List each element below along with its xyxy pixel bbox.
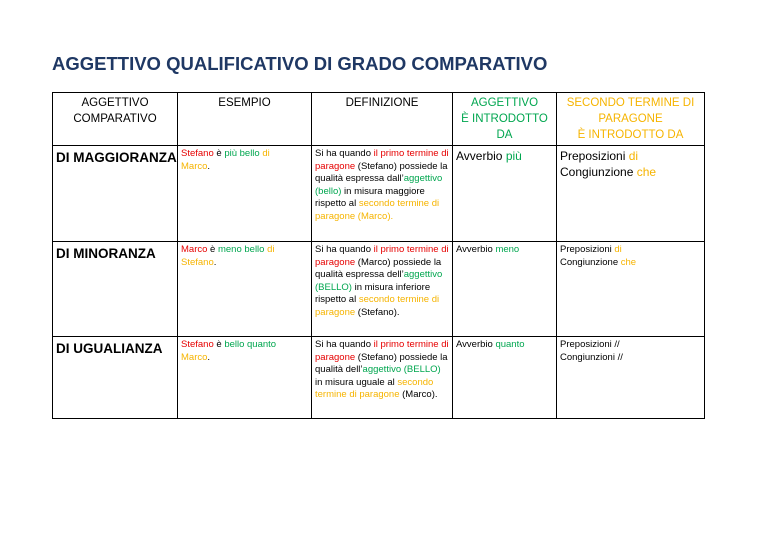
row-definition xyxy=(312,337,453,419)
definition-second-term: secondo termine di paragone xyxy=(315,294,440,318)
second-label: Congiunzioni // xyxy=(560,351,623,363)
row-definition xyxy=(312,146,453,242)
example-connector: di xyxy=(264,244,275,255)
example-end: . xyxy=(207,351,211,363)
example-end: . xyxy=(213,256,217,268)
header-esempio: ESEMPIO xyxy=(178,93,312,146)
header-definizione: DEFINIZIONE xyxy=(312,93,453,146)
example-end: . xyxy=(207,160,211,172)
definition-first-term: il primo termine di paragone xyxy=(315,339,449,363)
row-second-term xyxy=(557,242,705,337)
example-adjective: bello quanto xyxy=(224,339,277,350)
definition-text: in misura maggiore rispetto al xyxy=(315,185,425,210)
second-label: Preposizioni // xyxy=(560,339,620,350)
definition-text: (Stefano) possiede la qualità dell’ xyxy=(315,351,448,376)
header-secondo-termine xyxy=(557,93,705,146)
example-adjective: meno bello xyxy=(217,244,265,255)
example-verb: è xyxy=(213,148,225,159)
row-label: DI MAGGIORANZA xyxy=(53,146,178,242)
definition-adjective: aggettivo (BELLO) xyxy=(362,364,441,376)
row-example xyxy=(178,242,312,337)
definition-second-term: secondo termine di paragone (Marco). xyxy=(315,198,440,222)
row-adverb xyxy=(453,337,557,419)
definition-text: Si ha quando xyxy=(315,148,374,159)
definition-second-term: secondo termine di paragone xyxy=(315,376,434,401)
definition-adjective: aggettivo (BELLO) xyxy=(315,269,443,293)
second-word: di xyxy=(614,244,622,255)
header-col4-line: È INTRODOTTO xyxy=(461,113,548,125)
header-aggettivo-comparativo: AGGETTIVO COMPARATIVO xyxy=(53,93,178,146)
example-subject: Stefano xyxy=(181,339,214,350)
adverb-word: quanto xyxy=(495,339,525,350)
definition-first-term: il primo termine di paragone xyxy=(315,244,449,268)
example-verb: è xyxy=(213,339,225,350)
adverb-word: più xyxy=(505,149,522,163)
row-second-term xyxy=(557,146,705,242)
second-label: Preposizioni xyxy=(560,149,629,163)
table-row xyxy=(53,337,705,419)
definition-text: Si ha quando xyxy=(315,339,374,350)
row-adverb xyxy=(453,146,557,242)
adverb-label: Avverbio xyxy=(456,149,506,163)
second-word: che xyxy=(620,256,637,268)
definition-first-term: il primo termine di paragone xyxy=(315,148,449,172)
header-col5-line: SECONDO TERMINE DI xyxy=(566,97,695,109)
header-aggettivo-introdotto xyxy=(453,93,557,146)
row-second-term xyxy=(557,337,705,419)
row-label: DI UGUALIANZA xyxy=(53,337,178,419)
example-object: Stefano xyxy=(181,256,214,268)
example-object: Marco xyxy=(181,160,208,172)
definition-text: (Stefano) possiede la qualità espressa dall’ xyxy=(315,160,448,185)
comparative-table xyxy=(52,92,705,419)
row-example xyxy=(178,146,312,242)
row-definition xyxy=(312,242,453,337)
example-object: Marco xyxy=(181,351,208,363)
example-subject: Stefano xyxy=(181,148,214,159)
table-row xyxy=(53,242,705,337)
definition-text: in misura uguale al xyxy=(315,376,398,388)
table-row xyxy=(53,146,705,242)
header-col4-line: DA xyxy=(496,129,513,141)
header-col5-line: PARAGONE xyxy=(598,113,663,125)
definition-text: in misura inferiore rispetto al xyxy=(315,281,431,306)
second-word: di xyxy=(628,149,639,163)
row-label: DI MINORANZA xyxy=(53,242,178,337)
definition-text: (Marco) possiede la qualità espressa dell’ xyxy=(315,256,442,281)
page-title: AGGETTIVO QUALIFICATIVO DI GRADO COMPARATIVO xyxy=(52,53,548,74)
second-word: che xyxy=(636,165,657,179)
header-row xyxy=(53,93,705,146)
example-connector: di xyxy=(259,148,270,159)
header-col5-line: È INTRODOTTO DA xyxy=(577,129,684,141)
example-subject: Marco xyxy=(181,244,208,255)
definition-text: Si ha quando xyxy=(315,244,374,255)
definition-text: (Stefano). xyxy=(355,306,400,318)
second-label: Preposizioni xyxy=(560,244,615,255)
adverb-word: meno xyxy=(495,244,520,255)
second-label: Congiunzione xyxy=(560,165,637,179)
second-label: Congiunzione xyxy=(560,256,621,268)
header-col4-line: AGGETTIVO xyxy=(470,97,539,109)
row-example xyxy=(178,337,312,419)
adverb-label: Avverbio xyxy=(456,244,496,255)
adverb-label: Avverbio xyxy=(456,339,496,350)
definition-text: (Marco). xyxy=(399,389,438,401)
example-adjective: più bello xyxy=(224,148,260,159)
row-adverb xyxy=(453,242,557,337)
example-verb: è xyxy=(207,244,218,255)
definition-adjective: aggettivo (bello) xyxy=(315,173,443,197)
